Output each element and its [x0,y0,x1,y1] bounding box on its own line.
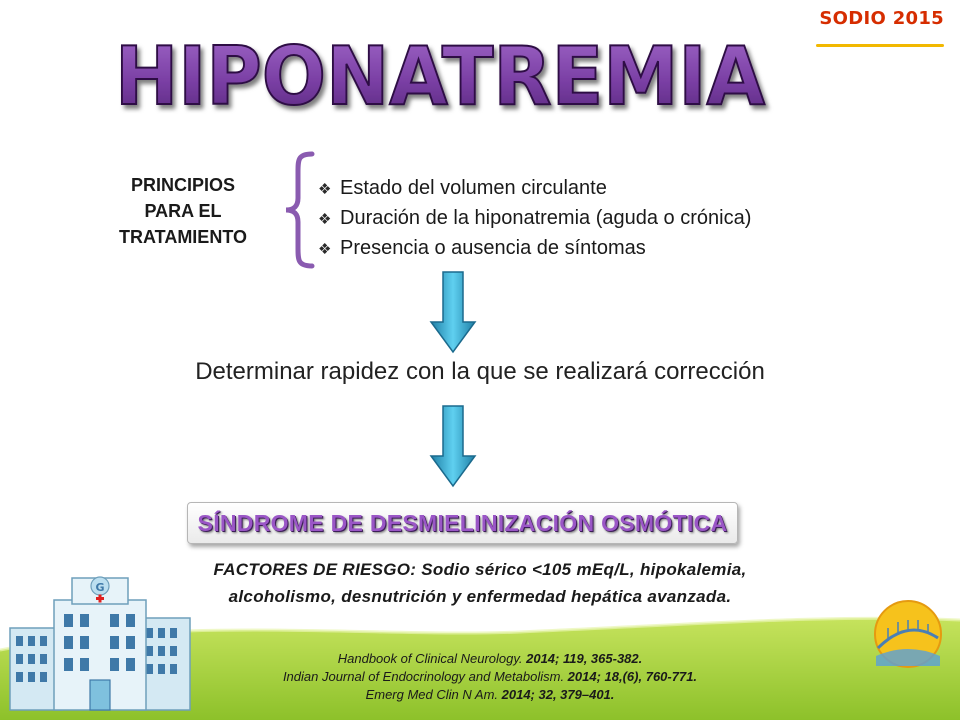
list-item-text: Estado del volumen circulante [340,177,607,199]
down-arrow-icon [428,404,478,490]
reference-journal: Indian Journal of Endocrinology and Metabolism. [282,669,565,684]
diamond-bullet-icon: ❖ [318,211,332,228]
principles-label-line: TRATAMIENTO [119,227,247,247]
principles-list [318,174,751,264]
reference-details: 2014; 119, 365-382. [522,651,643,666]
down-arrow-icon [428,270,478,356]
list-item-text: Presencia o ausencia de síntomas [340,237,646,259]
list-item-text: Duración de la hiponatremia (aguda o crónica) [340,207,752,229]
reference-journal: Handbook of Clinical Neurology. [337,651,523,666]
bridge-logo-icon [872,598,944,670]
principles-label [88,172,278,250]
reference-item [190,650,790,668]
syndrome-heading: SÍNDROME DE DESMIELINIZACIÓN OSMÓTICA [197,510,728,536]
principles-label-line: PRINCIPIOS [130,175,236,195]
diamond-bullet-icon: ❖ [318,241,332,258]
page-title: HIPONATREMIA [115,30,766,120]
reference-details: 2014; 18,(6), 760-771. [564,669,698,684]
curly-brace-icon [282,150,318,270]
badge-sodio-2015: SODIO 2015 [819,8,944,29]
diamond-bullet-icon: ❖ [318,181,332,198]
reference-journal: Emerg Med Clin N Am. [365,687,499,702]
syndrome-heading-box [187,502,738,544]
title-graphic [110,20,810,120]
hospital-sign-letter: G [95,581,105,594]
risk-factors-text [120,556,840,610]
determine-text: Determinar rapidez con la que se realizará corrección [195,358,765,385]
risk-factors-line: FACTORES DE RIESGO: Sodio sérico <105 mEq/L, hipokalemia, [213,560,747,579]
references [190,650,790,704]
list-item [318,204,751,234]
list-item [318,234,751,264]
reference-item [190,668,790,686]
badge-underline [816,44,944,47]
risk-factors-line: alcoholismo, desnutrición y enfermedad hepática avanzada. [228,587,732,606]
reference-item [190,686,790,704]
reference-details: 2014; 32, 379–401. [498,687,615,702]
principles-label-line: PARA EL [144,201,222,221]
list-item [318,174,751,204]
